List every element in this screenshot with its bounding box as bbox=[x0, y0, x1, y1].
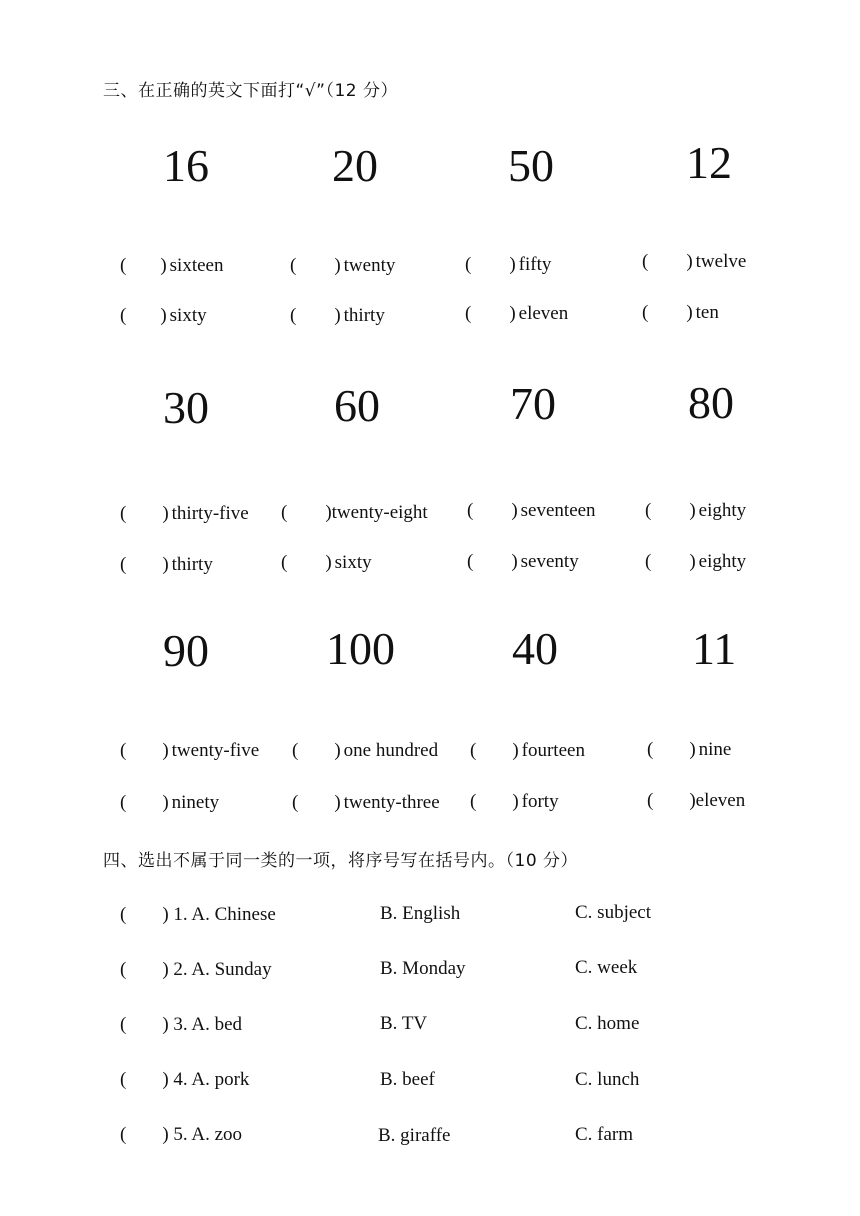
answer-blank[interactable]: ( ) bbox=[647, 739, 696, 760]
option-item bbox=[120, 255, 223, 277]
answer-blank[interactable]: ( ) bbox=[120, 503, 169, 524]
option-item bbox=[281, 552, 372, 574]
answer-blank[interactable]: ( ) bbox=[120, 740, 169, 761]
answer-blank[interactable]: ( bbox=[120, 904, 127, 925]
option-word: eighty bbox=[698, 500, 747, 521]
option-word: ten bbox=[695, 302, 719, 323]
choice-a: ) 4. A. pork bbox=[162, 1069, 250, 1090]
question-stem bbox=[120, 904, 276, 926]
answer-blank[interactable]: ( ) bbox=[642, 302, 693, 323]
option-word: eleven bbox=[695, 790, 746, 811]
choice-c: C. week bbox=[575, 957, 638, 978]
question-stem bbox=[120, 1069, 249, 1091]
option-item bbox=[465, 303, 568, 325]
question-stem bbox=[120, 959, 272, 981]
section-3-heading: 三、在正确的英文下面打“√”（12 分） bbox=[103, 81, 398, 101]
answer-blank[interactable]: ( ) bbox=[292, 740, 341, 761]
option-word: seventy bbox=[520, 551, 579, 572]
answer-blank[interactable]: ( bbox=[120, 1014, 127, 1035]
option-word: eleven bbox=[518, 303, 569, 324]
choice-a: ) 3. A. bed bbox=[162, 1014, 243, 1035]
number-label: 100 bbox=[326, 623, 395, 674]
option-word: twenty-eight bbox=[331, 502, 428, 523]
choice-b: B. English bbox=[380, 903, 461, 924]
answer-blank[interactable]: ( ) bbox=[120, 255, 167, 276]
option-item bbox=[281, 502, 428, 524]
option-item bbox=[290, 305, 385, 327]
option-item bbox=[645, 500, 746, 522]
choice-b: B. Monday bbox=[380, 958, 466, 979]
option-item bbox=[642, 302, 719, 324]
option-item bbox=[120, 740, 259, 762]
option-item bbox=[120, 503, 249, 525]
answer-blank[interactable]: ( ) bbox=[470, 791, 519, 812]
option-word: one hundred bbox=[343, 740, 439, 761]
option-item bbox=[647, 790, 745, 812]
answer-blank[interactable]: ( ) bbox=[647, 790, 696, 811]
answer-blank[interactable]: ( ) bbox=[120, 305, 167, 326]
answer-blank[interactable]: ( ) bbox=[290, 255, 341, 276]
option-word: seventeen bbox=[520, 500, 596, 521]
answer-blank[interactable]: ( bbox=[120, 1069, 127, 1090]
option-word: ninety bbox=[171, 792, 220, 813]
option-word: twenty-three bbox=[343, 792, 440, 813]
option-item bbox=[120, 554, 213, 576]
option-word: sixty bbox=[169, 305, 207, 326]
option-word: fourteen bbox=[521, 740, 585, 761]
number-label: 80 bbox=[688, 377, 734, 428]
answer-blank[interactable]: ( ) bbox=[292, 792, 341, 813]
option-item bbox=[470, 740, 585, 762]
option-item bbox=[470, 791, 559, 813]
option-item bbox=[467, 500, 596, 522]
answer-blank[interactable]: ( ) bbox=[290, 305, 341, 326]
choice-c: C. lunch bbox=[575, 1069, 640, 1090]
option-word: fifty bbox=[518, 254, 552, 275]
number-label: 90 bbox=[163, 625, 209, 676]
option-item bbox=[290, 255, 395, 277]
number-label: 50 bbox=[508, 140, 554, 191]
choice-a: ) 5. A. zoo bbox=[162, 1124, 243, 1145]
number-label: 40 bbox=[512, 623, 558, 674]
number-label: 11 bbox=[692, 623, 737, 674]
option-word: twenty-five bbox=[171, 740, 260, 761]
answer-blank[interactable]: ( ) bbox=[642, 251, 693, 272]
option-word: eighty bbox=[698, 551, 747, 572]
answer-blank[interactable]: ( ) bbox=[467, 500, 518, 521]
answer-blank[interactable]: ( ) bbox=[281, 502, 332, 523]
option-word: thirty-five bbox=[171, 503, 249, 524]
answer-blank[interactable]: ( ) bbox=[470, 740, 519, 761]
answer-blank[interactable]: ( ) bbox=[465, 303, 516, 324]
answer-blank[interactable]: ( ) bbox=[645, 500, 696, 521]
answer-blank[interactable]: ( bbox=[120, 959, 127, 980]
number-label: 20 bbox=[332, 140, 378, 191]
answer-blank[interactable]: ( ) bbox=[467, 551, 518, 572]
choice-a: ) 1. A. Chinese bbox=[162, 904, 276, 925]
option-word: thirty bbox=[171, 554, 213, 575]
choice-a: ) 2. A. Sunday bbox=[162, 959, 272, 980]
option-word: twelve bbox=[695, 251, 747, 272]
question-stem bbox=[120, 1014, 242, 1036]
option-item bbox=[120, 792, 219, 814]
option-item bbox=[642, 251, 746, 273]
choice-c: C. home bbox=[575, 1013, 640, 1034]
option-item bbox=[292, 792, 440, 814]
answer-blank[interactable]: ( ) bbox=[120, 792, 169, 813]
option-item bbox=[647, 739, 731, 761]
option-word: twenty bbox=[343, 255, 396, 276]
question-stem bbox=[120, 1124, 242, 1146]
number-label: 60 bbox=[334, 380, 380, 431]
answer-blank[interactable]: ( ) bbox=[281, 552, 332, 573]
answer-blank[interactable]: ( ) bbox=[645, 551, 696, 572]
option-item bbox=[465, 254, 551, 276]
option-item bbox=[120, 305, 207, 327]
option-word: nine bbox=[698, 739, 732, 760]
option-item bbox=[467, 551, 579, 573]
option-word: forty bbox=[521, 791, 559, 812]
choice-c: C. subject bbox=[575, 902, 651, 923]
choice-b: B. beef bbox=[380, 1069, 435, 1090]
option-item bbox=[645, 551, 746, 573]
section-4-heading: 四、选出不属于同一类的一项，将序号写在括号内。（10 分） bbox=[103, 851, 579, 871]
option-word: sixty bbox=[334, 552, 372, 573]
choice-c: C. farm bbox=[575, 1124, 634, 1145]
answer-blank[interactable]: ( ) bbox=[465, 254, 516, 275]
choice-b: B. giraffe bbox=[378, 1125, 451, 1146]
number-label: 12 bbox=[686, 137, 732, 188]
option-word: thirty bbox=[343, 305, 385, 326]
option-item bbox=[292, 740, 438, 762]
option-word: sixteen bbox=[169, 255, 224, 276]
answer-blank[interactable]: ( ) bbox=[120, 554, 169, 575]
number-label: 70 bbox=[510, 378, 556, 429]
answer-blank[interactable]: ( bbox=[120, 1124, 127, 1145]
number-label: 30 bbox=[163, 382, 209, 433]
choice-b: B. TV bbox=[380, 1013, 428, 1034]
number-label: 16 bbox=[163, 140, 209, 191]
